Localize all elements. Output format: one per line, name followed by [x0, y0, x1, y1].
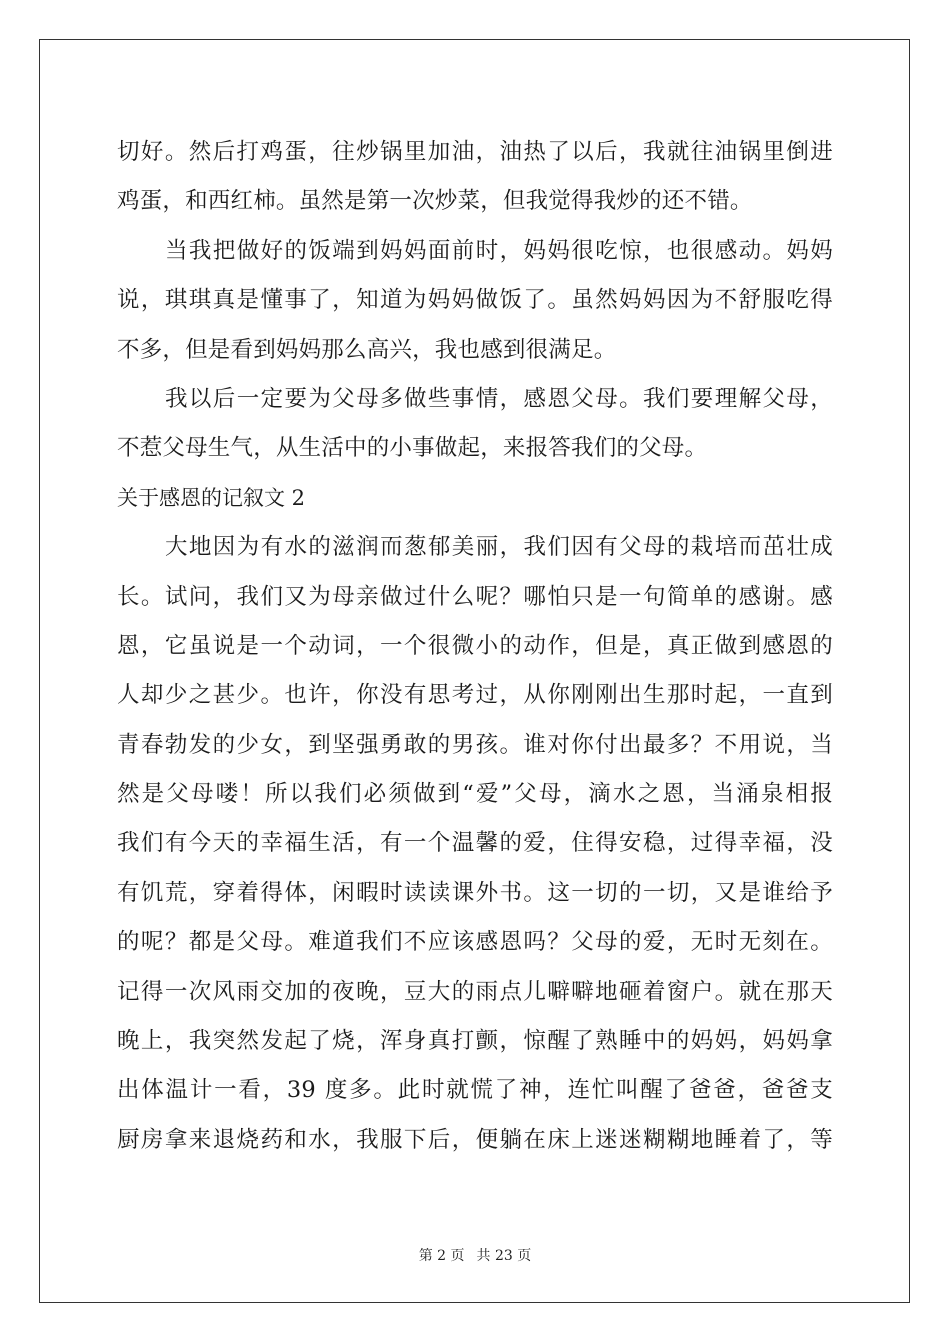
text-line: 有饥荒，穿着得体，闲暇时读读课外书。这一切的一切，又是谁给予 [117, 879, 833, 906]
text-line: 我们有今天的幸福生活，有一个温馨的爱，住得安稳，过得幸福，没 [117, 830, 833, 857]
section-heading: 关于感恩的记叙文 2 [117, 485, 306, 510]
text-line: 我以后一定要为父母多做些事情，感恩父母。我们要理解父母， [165, 385, 833, 412]
text-line: 长。试问，我们又为母亲做过什么呢？哪怕只是一句简单的感谢。感 [117, 583, 833, 610]
text-line: 鸡蛋，和西红柿。虽然是第一次炒菜，但我觉得我炒的还不错。 [117, 188, 753, 215]
text-line: 然是父母喽！所以我们必须做到“爱”父母，滴水之恩，当涌泉相报 [117, 781, 833, 808]
text-line: 当我把做好的饭端到妈妈面前时，妈妈很吃惊，也很感动。妈妈 [165, 237, 833, 264]
text-line: 恩，它虽说是一个动词，一个很微小的动作，但是，真正做到感恩的 [117, 632, 833, 659]
total-pages-label: 共 23 页 [476, 1248, 532, 1264]
current-page-label: 第 2 页 [418, 1248, 465, 1264]
text-line: 不多，但是看到妈妈那么高兴，我也感到很满足。 [117, 336, 617, 363]
document-body [117, 128, 833, 1165]
text-line: 出体温计一看，39 度多。此时就慌了神，连忙叫醒了爸爸，爸爸支 [117, 1077, 833, 1104]
text-line: 记得一次风雨交加的夜晚，豆大的雨点儿噼噼地砸着窗户。就在那天 [117, 978, 833, 1005]
page-footer [0, 1246, 950, 1266]
text-line: 晚上，我突然发起了烧，浑身真打颤，惊醒了熟睡中的妈妈，妈妈拿 [117, 1028, 833, 1055]
text-line: 人却少之甚少。也许，你没有思考过，从你刚刚出生那时起，一直到 [117, 682, 833, 709]
text-line: 大地因为有水的滋润而葱郁美丽，我们因有父母的栽培而茁壮成 [165, 534, 833, 561]
text-line: 的呢？都是父母。难道我们不应该感恩吗？父母的爱，无时无刻在。 [117, 929, 833, 956]
text-line: 厨房拿来退烧药和水，我服下后，便躺在床上迷迷糊糊地睡着了，等 [117, 1126, 833, 1153]
text-line: 青春勃发的少女，到坚强勇敢的男孩。谁对你付出最多？不用说，当 [117, 731, 833, 758]
text-line: 切好。然后打鸡蛋，往炒锅里加油，油热了以后，我就往油锅里倒进 [117, 139, 833, 165]
text-line: 说，琪琪真是懂事了，知道为妈妈做饭了。虽然妈妈因为不舒服吃得 [117, 287, 833, 314]
text-line: 不惹父母生气，从生活中的小事做起，来报答我们的父母。 [117, 435, 708, 462]
